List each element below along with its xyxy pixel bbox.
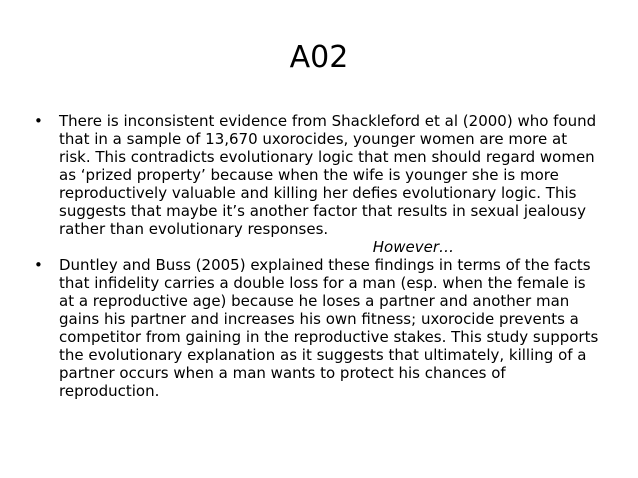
paragraph-shackleford: There is inconsistent evidence from Shackleford et al (2000) who found that in a sample of 13,670 uxorocides, younger women are more at risk. This contradicts evolutionary logic that men should regard women as ‘prized property’ because when the wife is younger she is more reproductively valuable and killing her defies evolutionary logic. This suggests that maybe it’s another factor that results in sexual jealousy rather than evolutionary responses.	[59, 112, 597, 238]
however-text: However…	[372, 238, 454, 256]
slide-title: A02	[289, 40, 349, 75]
bullet-item-1	[34, 112, 600, 238]
bullet-icon: •	[34, 112, 43, 130]
bullet-icon: •	[34, 256, 43, 274]
bullet-item-2	[34, 256, 600, 400]
paragraph-duntley-buss: Duntley and Buss (2005) explained these findings in terms of the facts that infidelity carries a double loss for a man (esp. when the female is at a reproductive age) because he loses a partner and another man gains his partner and increases his own fitness; uxorocide prevents a competitor from gaining in the reproductive stakes. This study supports the evolutionary explanation as it suggests that ultimately, killing of a partner occurs when a man wants to protect his chances of reproduction.	[59, 256, 599, 400]
slide-body	[34, 112, 600, 400]
